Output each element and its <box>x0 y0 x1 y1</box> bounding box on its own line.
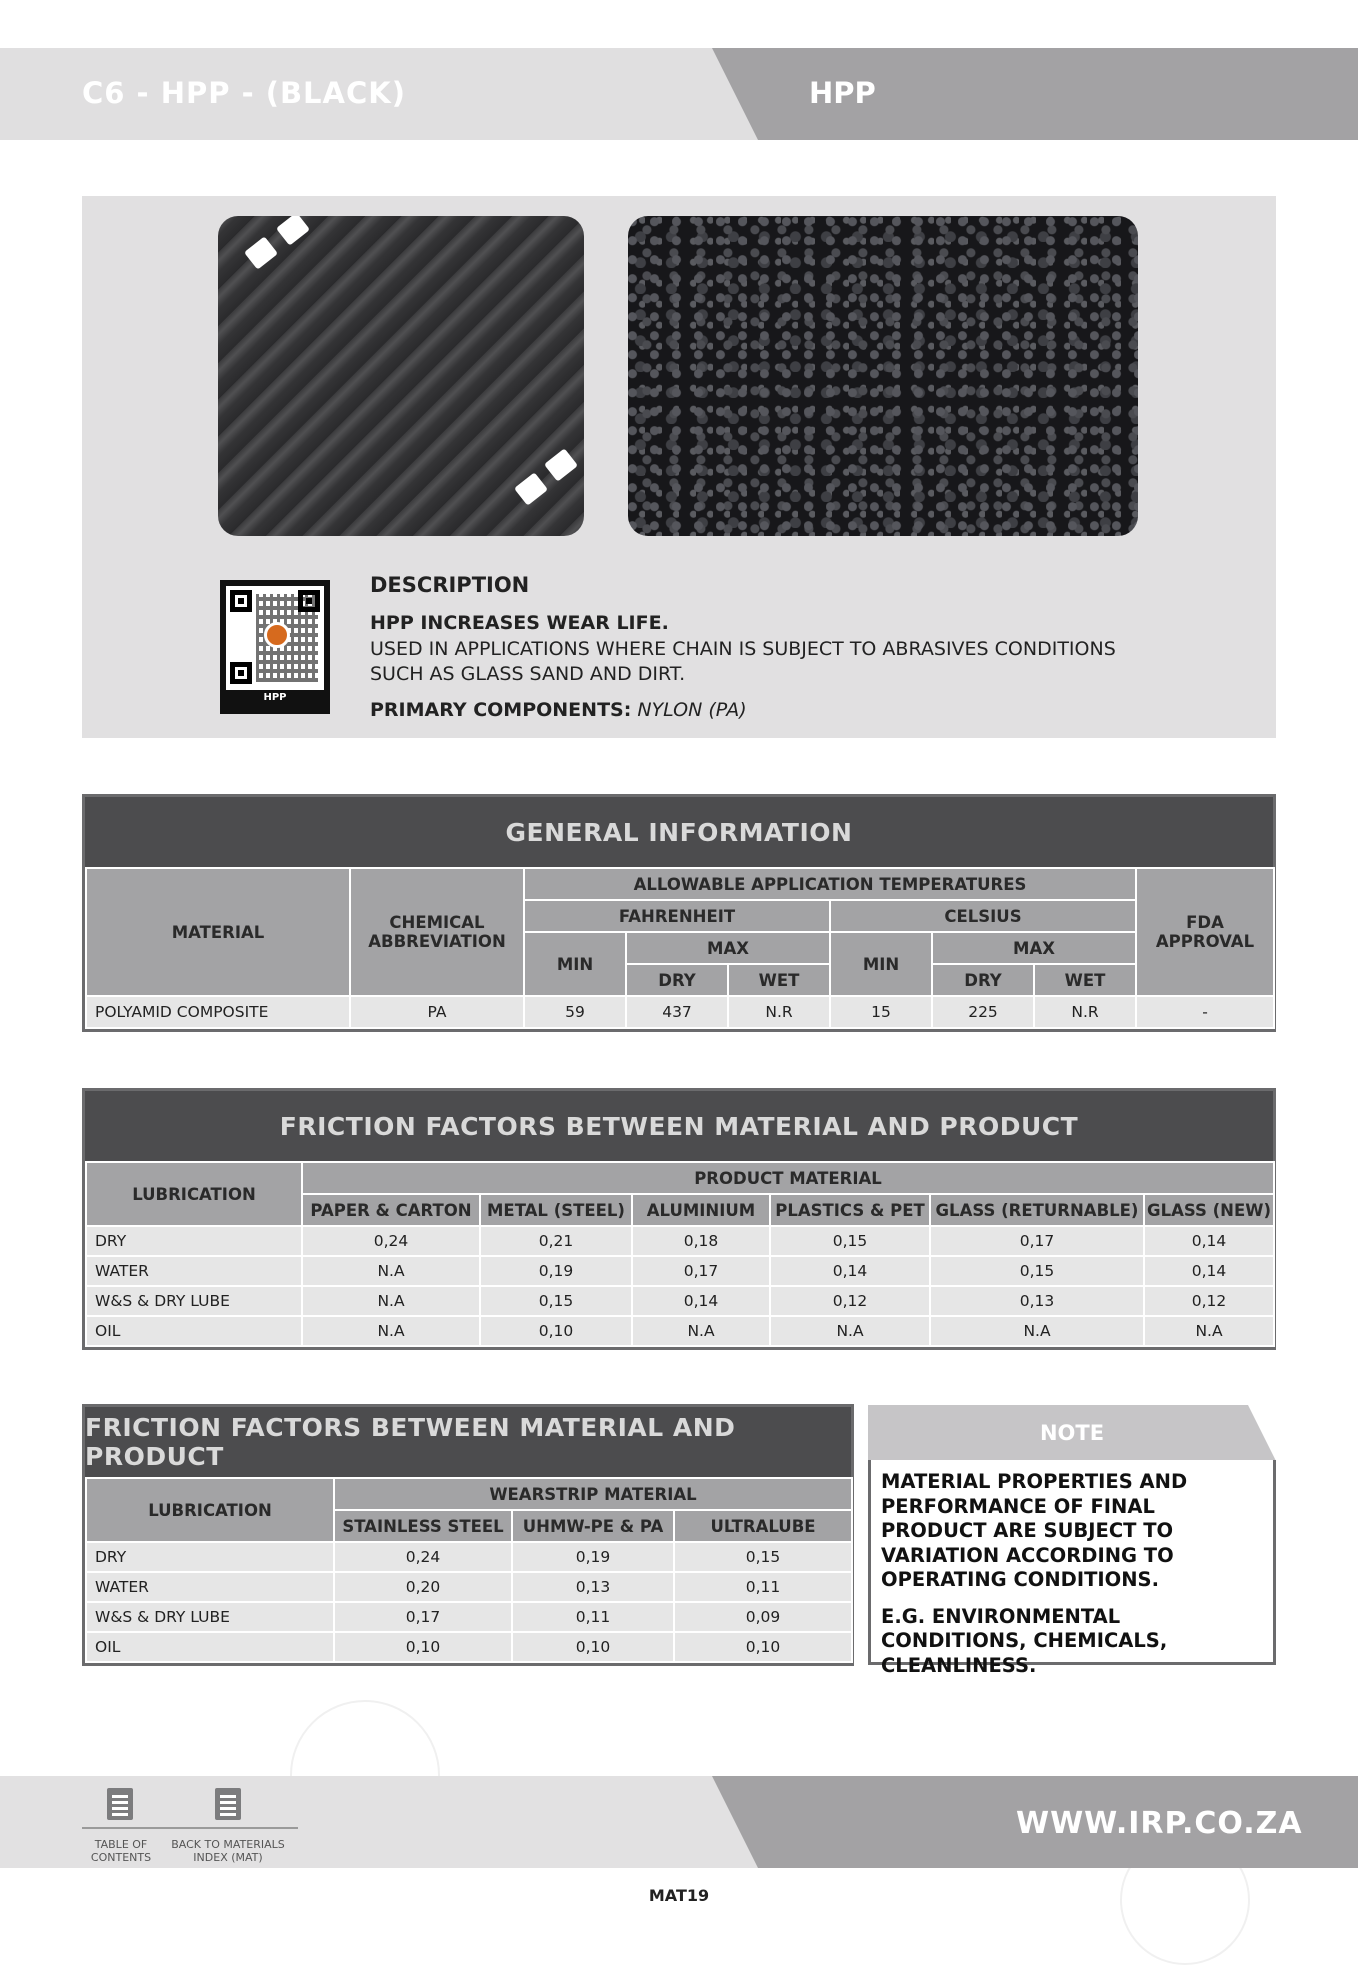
table-cell: 0,15 <box>930 1256 1144 1286</box>
table-row <box>86 996 1274 1028</box>
header-f-max: MAX <box>626 932 830 964</box>
header-c-max: MAX <box>932 932 1136 964</box>
cell-f-wet: N.R <box>728 996 830 1028</box>
table-cell: 0,12 <box>770 1286 930 1316</box>
table-cell: 0,18 <box>632 1226 770 1256</box>
table-cell: N.A <box>302 1316 480 1346</box>
note-box <box>868 1460 1276 1677</box>
column-header: GLASS (NEW) <box>1144 1194 1274 1226</box>
table-cell: 0,09 <box>674 1602 852 1632</box>
row-label: WATER <box>86 1256 302 1286</box>
table-cell: 0,14 <box>1144 1226 1274 1256</box>
table-cell: N.A <box>1144 1316 1274 1346</box>
table-row <box>86 1256 1274 1286</box>
table-cell: N.A <box>302 1286 480 1316</box>
cell-c-wet: N.R <box>1034 996 1136 1028</box>
cell-c-min: 15 <box>830 996 932 1028</box>
table-cell: 0,15 <box>480 1286 632 1316</box>
table-cell: 0,24 <box>302 1226 480 1256</box>
row-label: WATER <box>86 1572 334 1602</box>
column-header: ULTRALUBE <box>674 1510 852 1542</box>
header-fahrenheit: FAHRENHEIT <box>524 900 830 932</box>
table-row <box>86 1542 852 1572</box>
pellets-photo <box>628 216 1138 536</box>
header-c-dry: DRY <box>932 964 1034 996</box>
description-body: USED IN APPLICATIONS WHERE CHAIN IS SUBJECT TO ABRASIVES CONDITIONS SUCH AS GLASS SAND AND DIRT. <box>370 638 1116 685</box>
header-lubrication: LUBRICATION <box>86 1162 302 1226</box>
table-cell: 0,14 <box>770 1256 930 1286</box>
table-row <box>86 1632 852 1662</box>
table-cell: N.A <box>632 1316 770 1346</box>
table-of-contents-link[interactable]: TABLE OF CONTENTS <box>90 1838 152 1864</box>
header-material: MATERIAL <box>86 868 350 996</box>
friction-product-title: FRICTION FACTORS BETWEEN MATERIAL AND PRODUCT <box>85 1091 1273 1161</box>
column-header: METAL (STEEL) <box>480 1194 632 1226</box>
column-header: GLASS (RETURNABLE) <box>930 1194 1144 1226</box>
header-c-min: MIN <box>830 932 932 996</box>
table-cell: 0,13 <box>930 1286 1144 1316</box>
table-cell: 0,17 <box>930 1226 1144 1256</box>
note-title: NOTE <box>1039 1421 1105 1445</box>
friction-product-table <box>82 1088 1276 1350</box>
table-cell: 0,10 <box>512 1632 674 1662</box>
table-row <box>86 1602 852 1632</box>
column-header: ALUMINIUM <box>632 1194 770 1226</box>
cell-fda: - <box>1136 996 1274 1028</box>
table-of-contents-icon[interactable] <box>107 1788 133 1820</box>
header-fda-approval: FDA APPROVAL <box>1136 868 1274 996</box>
row-label: OIL <box>86 1632 334 1662</box>
components-label: PRIMARY COMPONENTS: <box>370 699 632 721</box>
table-row <box>86 1286 1274 1316</box>
header-chemical-abbreviation: CHEMICAL ABBREVIATION <box>350 868 524 996</box>
page-title: C6 - HPP - (BLACK) <box>82 76 406 110</box>
table-cell: 0,21 <box>480 1226 632 1256</box>
table-cell: 0,19 <box>480 1256 632 1286</box>
material-code: HPP <box>809 76 876 110</box>
cell-c-dry: 225 <box>932 996 1034 1028</box>
column-header: STAINLESS STEEL <box>334 1510 512 1542</box>
qr-label: HPP <box>263 692 287 703</box>
table-cell: 0,15 <box>770 1226 930 1256</box>
row-label: W&S & DRY LUBE <box>86 1602 334 1632</box>
qr-pattern <box>226 586 324 690</box>
table-cell: 0,15 <box>674 1542 852 1572</box>
table-cell: 0,14 <box>632 1286 770 1316</box>
table-cell: 0,10 <box>334 1632 512 1662</box>
header-wearstrip-material: WEARSTRIP MATERIAL <box>334 1478 852 1510</box>
column-header: PAPER & CARTON <box>302 1194 480 1226</box>
friction-wearstrip-table <box>82 1404 854 1666</box>
header-celsius: CELSIUS <box>830 900 1136 932</box>
table-cell: 0,19 <box>512 1542 674 1572</box>
friction-wearstrip-title: FRICTION FACTORS BETWEEN MATERIAL AND PRODUCT <box>85 1407 851 1477</box>
materials-index-link[interactable]: BACK TO MATERIALS INDEX (MAT) <box>171 1838 285 1864</box>
header-c-wet: WET <box>1034 964 1136 996</box>
table-cell: N.A <box>302 1256 480 1286</box>
table-cell: 0,20 <box>334 1572 512 1602</box>
cell-chem: PA <box>350 996 524 1028</box>
footer-divider <box>82 1827 298 1829</box>
header-allowable-temperatures: ALLOWABLE APPLICATION TEMPERATURES <box>524 868 1136 900</box>
table-cell: 0,10 <box>480 1316 632 1346</box>
website-url[interactable]: WWW.IRP.CO.ZA <box>1016 1806 1303 1841</box>
table-cell: 0,12 <box>1144 1286 1274 1316</box>
header-product-material: PRODUCT MATERIAL <box>302 1162 1274 1194</box>
table-cell: 0,11 <box>512 1602 674 1632</box>
table-cell: 0,14 <box>1144 1256 1274 1286</box>
table-row <box>86 1226 1274 1256</box>
header-lubrication: LUBRICATION <box>86 1478 334 1542</box>
page-number: MAT19 <box>648 1886 710 1905</box>
table-cell: 0,13 <box>512 1572 674 1602</box>
components-value: NYLON (PA) <box>637 699 747 721</box>
row-label: DRY <box>86 1542 334 1572</box>
table-row <box>86 1572 852 1602</box>
table-cell: 0,17 <box>632 1256 770 1286</box>
row-label: DRY <box>86 1226 302 1256</box>
table-cell: 0,17 <box>334 1602 512 1632</box>
table-cell: N.A <box>930 1316 1144 1346</box>
description-lead: HPP INCREASES WEAR LIFE. <box>370 612 669 634</box>
note-line-2: E.G. ENVIRONMENTAL CONDITIONS, CHEMICALS, CLEANLINESS. <box>881 1604 1168 1677</box>
table-cell: 0,10 <box>674 1632 852 1662</box>
table-row <box>86 1316 1274 1346</box>
description-heading: DESCRIPTION <box>370 573 530 597</box>
header-f-wet: WET <box>728 964 830 996</box>
column-header: PLASTICS & PET <box>770 1194 930 1226</box>
qr-logo-icon <box>264 622 290 648</box>
chain-photo <box>218 216 584 536</box>
header-f-dry: DRY <box>626 964 728 996</box>
cell-f-min: 59 <box>524 996 626 1028</box>
materials-index-icon[interactable] <box>215 1788 241 1820</box>
table-cell: 0,11 <box>674 1572 852 1602</box>
cell-material: POLYAMID COMPOSITE <box>86 996 350 1028</box>
qr-code[interactable] <box>220 580 330 714</box>
note-line-1: MATERIAL PROPERTIES AND PERFORMANCE OF FINAL PRODUCT ARE SUBJECT TO VARIATION ACCORDING TO OPERATING CONDITIONS. <box>881 1470 1188 1591</box>
primary-components <box>370 699 747 721</box>
table-cell: N.A <box>770 1316 930 1346</box>
column-header: UHMW-PE & PA <box>512 1510 674 1542</box>
table-cell: 0,24 <box>334 1542 512 1572</box>
cell-f-dry: 437 <box>626 996 728 1028</box>
general-information-title: GENERAL INFORMATION <box>85 797 1273 867</box>
general-information-table <box>82 794 1276 1032</box>
row-label: OIL <box>86 1316 302 1346</box>
row-label: W&S & DRY LUBE <box>86 1286 302 1316</box>
header-f-min: MIN <box>524 932 626 996</box>
